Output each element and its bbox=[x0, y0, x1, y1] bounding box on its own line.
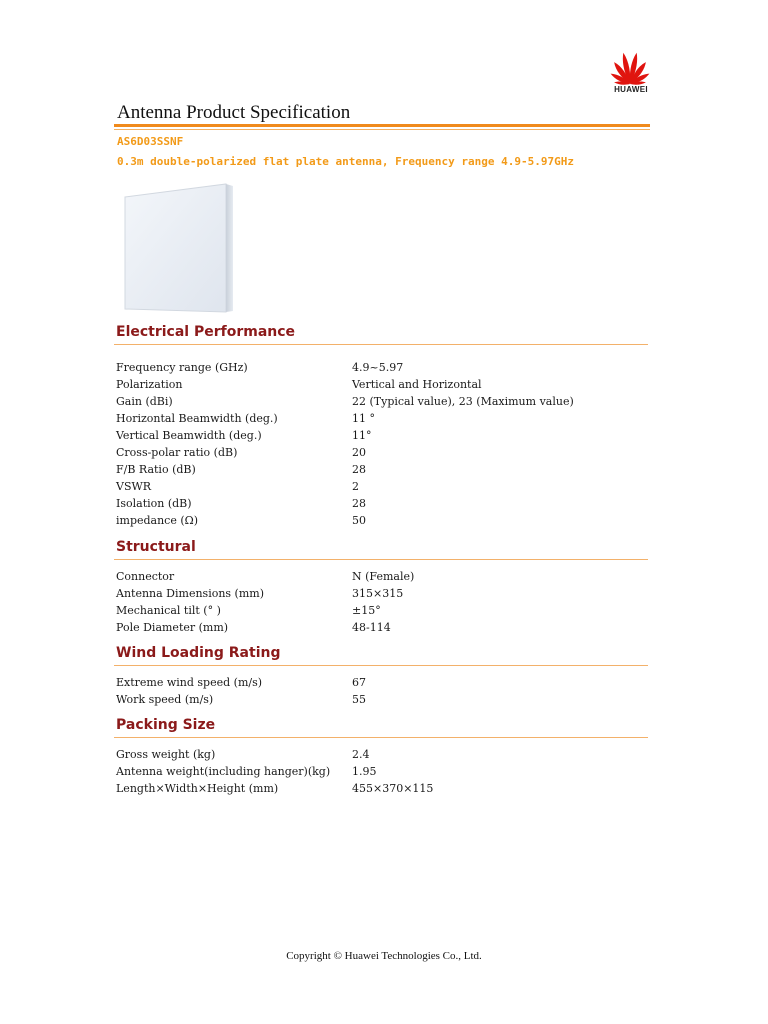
spec-row bbox=[116, 604, 646, 621]
spec-label: impedance (Ω) bbox=[116, 514, 199, 527]
spec-row bbox=[116, 412, 646, 429]
spec-label: Length×Width×Height (mm) bbox=[116, 782, 279, 795]
spec-row bbox=[116, 429, 646, 446]
spec-row bbox=[116, 361, 646, 378]
spec-row bbox=[116, 395, 646, 412]
spec-label: Gross weight (kg) bbox=[116, 748, 216, 761]
section-divider bbox=[114, 665, 648, 666]
spec-value: 22 (Typical value), 23 (Maximum value) bbox=[352, 395, 574, 408]
spec-row bbox=[116, 587, 646, 604]
spec-label: Extreme wind speed (m/s) bbox=[116, 676, 263, 689]
spec-row bbox=[116, 497, 646, 514]
spec-row bbox=[116, 480, 646, 497]
section-title-structural: Structural bbox=[116, 539, 196, 555]
product-description: 0.3m double-polarized flat plate antenna, Frequency range 4.9-5.97GHz bbox=[117, 155, 574, 168]
spec-label: Connector bbox=[116, 570, 175, 583]
spec-value: ±15° bbox=[352, 604, 381, 617]
spec-label: Mechanical tilt (° ) bbox=[116, 604, 221, 617]
spec-value: 28 bbox=[352, 497, 366, 510]
spec-label: Gain (dBi) bbox=[116, 395, 173, 408]
spec-row bbox=[116, 748, 646, 765]
spec-value: 315×315 bbox=[352, 587, 404, 600]
spec-row bbox=[116, 765, 646, 782]
spec-row bbox=[116, 378, 646, 395]
spec-label: Polarization bbox=[116, 378, 183, 391]
huawei-wordmark: HUAWEI bbox=[614, 85, 648, 94]
spec-label: Antenna Dimensions (mm) bbox=[116, 587, 265, 600]
spec-value: 28 bbox=[352, 463, 366, 476]
spec-value: 2 bbox=[352, 480, 359, 493]
flat-panel-antenna-image bbox=[120, 183, 236, 313]
spec-row bbox=[116, 514, 646, 531]
spec-value: N (Female) bbox=[352, 570, 415, 583]
title-divider-thin bbox=[114, 129, 650, 130]
spec-row bbox=[116, 446, 646, 463]
spec-label: Isolation (dB) bbox=[116, 497, 192, 510]
spec-value: 11° bbox=[352, 429, 372, 442]
model-number: AS6D03SSNF bbox=[117, 135, 184, 148]
spec-value: 11 ° bbox=[352, 412, 375, 425]
spec-row bbox=[116, 782, 646, 799]
spec-row bbox=[116, 463, 646, 480]
document-title: Antenna Product Specification bbox=[117, 102, 351, 123]
spec-value: 50 bbox=[352, 514, 366, 527]
section-divider bbox=[114, 737, 648, 738]
spec-value: 4.9~5.97 bbox=[352, 361, 404, 374]
spec-value: 20 bbox=[352, 446, 366, 459]
title-divider bbox=[114, 124, 650, 127]
spec-label: VSWR bbox=[116, 480, 152, 493]
spec-value: 1.95 bbox=[352, 765, 377, 778]
section-title-packing-size: Packing Size bbox=[116, 717, 216, 733]
spec-value: 48-114 bbox=[352, 621, 391, 634]
spec-label: Work speed (m/s) bbox=[116, 693, 214, 706]
spec-value: 455×370×115 bbox=[352, 782, 434, 795]
spec-label: Vertical Beamwidth (deg.) bbox=[116, 429, 262, 442]
spec-row bbox=[116, 676, 646, 693]
spec-row bbox=[116, 621, 646, 638]
copyright-footer: Copyright © Huawei Technologies Co., Ltd. bbox=[286, 950, 482, 962]
spec-row bbox=[116, 570, 646, 587]
section-title-wind-loading: Wind Loading Rating bbox=[116, 645, 281, 661]
spec-label: Horizontal Beamwidth (deg.) bbox=[116, 412, 278, 425]
spec-value: 2.4 bbox=[352, 748, 370, 761]
spec-label: Pole Diameter (mm) bbox=[116, 621, 229, 634]
section-divider bbox=[114, 344, 648, 345]
spec-value: 67 bbox=[352, 676, 366, 689]
spec-label: Frequency range (GHz) bbox=[116, 361, 248, 374]
spec-label: Antenna weight(including hanger)(kg) bbox=[116, 765, 331, 778]
spec-label: Cross-polar ratio (dB) bbox=[116, 446, 238, 459]
section-title-electrical: Electrical Performance bbox=[116, 324, 296, 340]
spec-value: Vertical and Horizontal bbox=[352, 378, 482, 391]
spec-label: F/B Ratio (dB) bbox=[116, 463, 196, 476]
spec-row bbox=[116, 693, 646, 710]
section-divider bbox=[114, 559, 648, 560]
spec-value: 55 bbox=[352, 693, 366, 706]
